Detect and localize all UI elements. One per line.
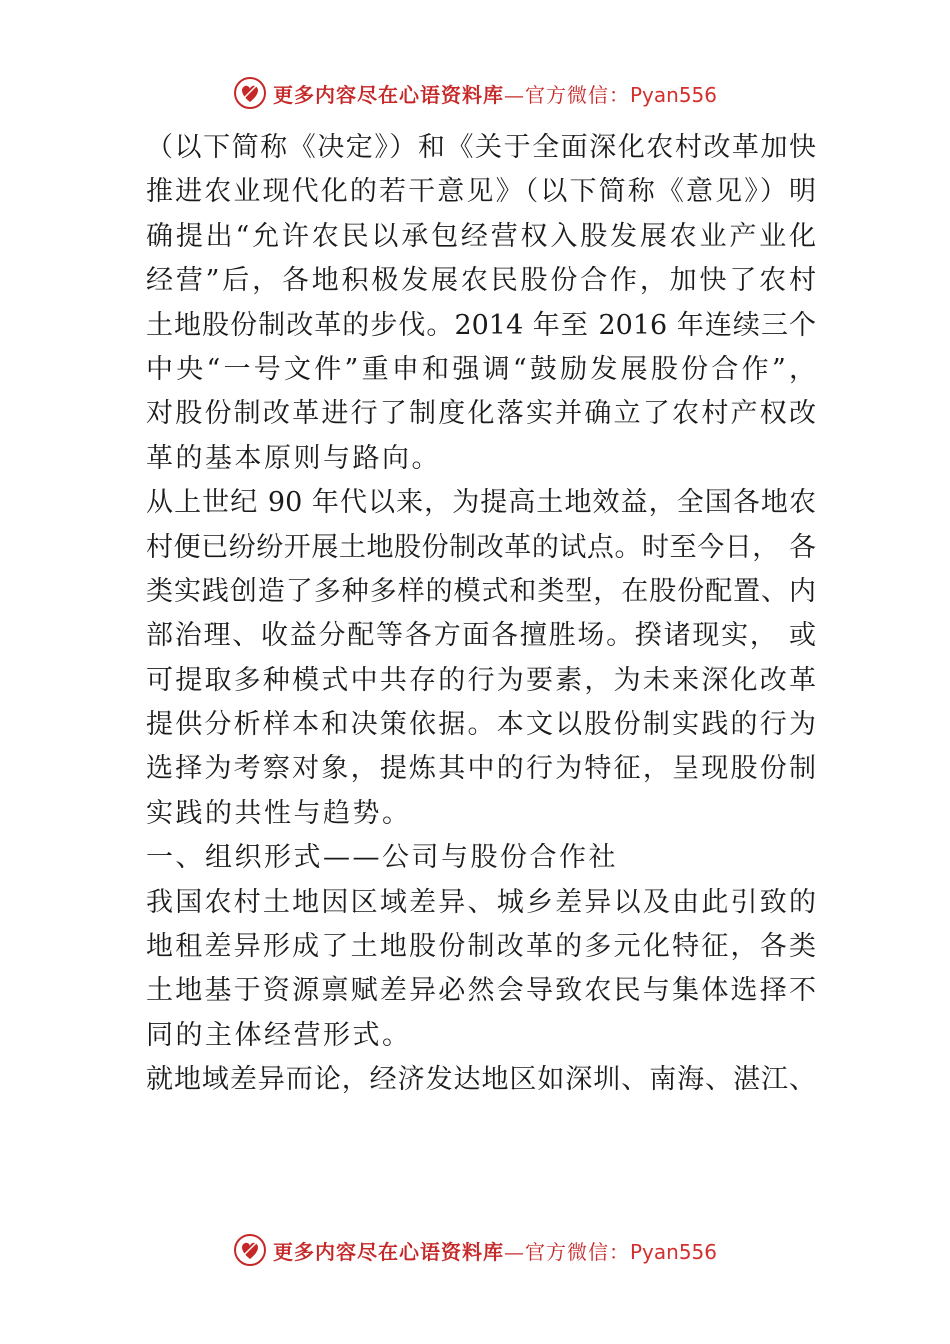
text-line: 一、组织形式——公司与股份合作社: [146, 842, 618, 874]
header-watermark: [0, 71, 950, 115]
text-line: 提供分析样本和决策依据。本文以股份制实践的行为: [146, 709, 816, 741]
text-line: 就地域差异而论，经济发达地区如深圳、南海、湛江、: [146, 1064, 816, 1096]
heart-badge-icon: [233, 1233, 267, 1267]
watermark-label: 官方微信：: [524, 82, 630, 107]
text-line: 中央“一号文件”重申和强调“鼓励发展股份合作”，: [146, 353, 816, 385]
text-line: 类实践创造了多种多样的模式和类型，在股份配置、内: [146, 575, 816, 607]
text-line: 经营”后，各地积极发展农民股份合作，加快了农村: [146, 265, 816, 297]
heart-badge-icon: [233, 76, 267, 110]
text-line: 村便已纷纷开展土地股份制改革的试点。时至今日， 各: [146, 531, 816, 563]
text-line: 选择为考察对象，提炼其中的行为特征，呈现股份制: [146, 753, 816, 785]
text-line: 土地股份制改革的步伐。2014 年至 2016 年连续三个: [146, 309, 816, 341]
text-line: 革的基本原则与路向。: [146, 442, 441, 474]
watermark-wechat-id: Pyan556: [629, 1239, 717, 1264]
watermark-wechat-id: Pyan556: [629, 82, 717, 107]
watermark-separator: —: [503, 1239, 525, 1264]
text-line: 同的主体经营形式。: [146, 1019, 412, 1051]
watermark-brand: 更多内容尽在心语资料库: [272, 82, 504, 107]
text-line: 土地基于资源禀赋差异必然会导致农民与集体选择不: [146, 975, 816, 1007]
text-line: 对股份制改革进行了制度化落实并确立了农村产权改: [146, 398, 816, 430]
text-line: 地租差异形成了土地股份制改革的多元化特征，各类: [146, 931, 816, 963]
text-line: 部治理、收益分配等各方面各擅胜场。揆诸现实， 或: [146, 620, 816, 652]
text-line: 确提出“允许农民以承包经营权入股发展农业产业化: [146, 220, 816, 252]
watermark-separator: —: [503, 82, 525, 107]
footer-watermark: [0, 1228, 950, 1272]
text-line: （以下简称《决定》）和《关于全面深化农村改革加快: [146, 132, 816, 163]
watermark-text: [273, 1236, 717, 1265]
text-line: 我国农村土地因区域差异、城乡差异以及由此引致的: [146, 886, 816, 918]
text-line: 可提取多种模式中共存的行为要素，为未来深化改革: [146, 664, 816, 696]
watermark-brand: 更多内容尽在心语资料库: [272, 1239, 504, 1264]
text-line: 实践的共性与趋势。: [146, 797, 412, 829]
document-body: [146, 126, 816, 1103]
text-line: 从上世纪 90 年代以来，为提高土地效益，全国各地农: [146, 487, 816, 519]
watermark-label: 官方微信：: [524, 1239, 630, 1264]
text-line: 推进农业现代化的若干意见》（以下简称《意见》）明: [146, 176, 816, 208]
watermark-text: [273, 79, 717, 108]
